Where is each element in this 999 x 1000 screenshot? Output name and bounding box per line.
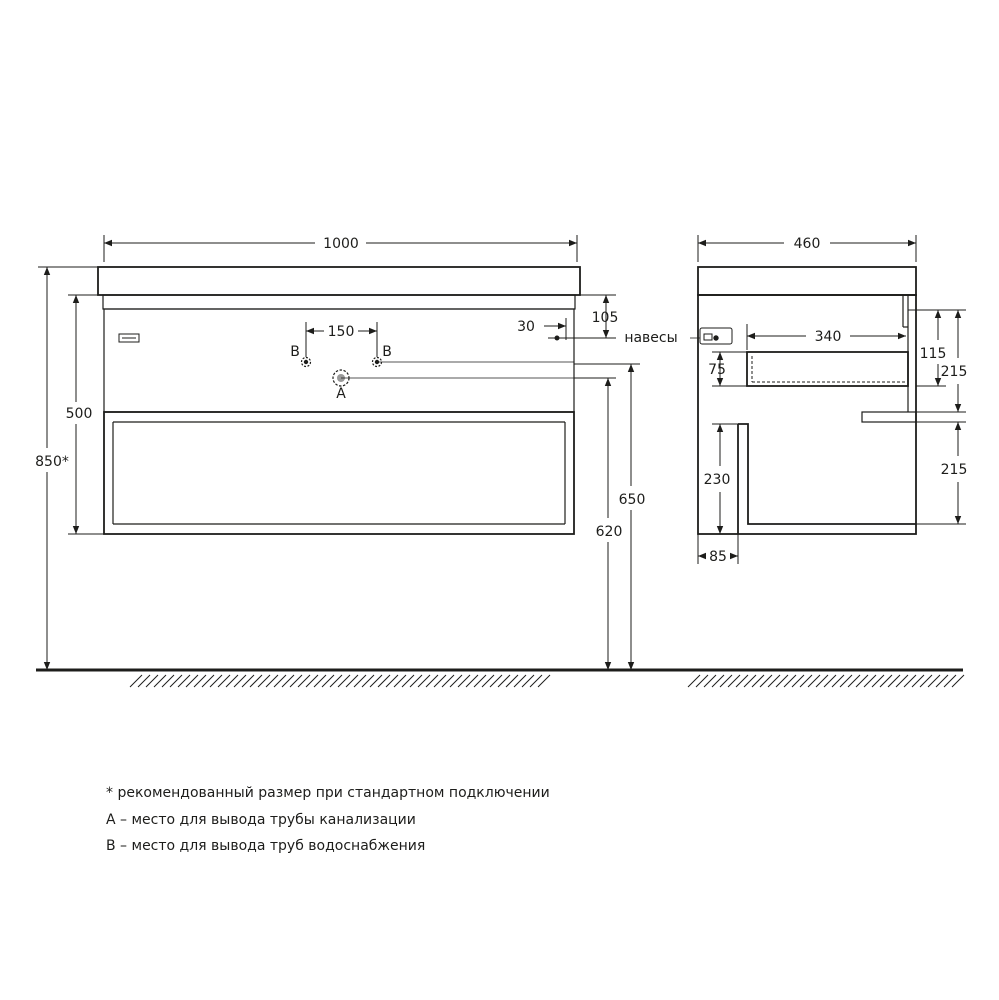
dim-width-total: 1000 — [323, 236, 359, 252]
floor — [36, 670, 964, 687]
side-cabinet — [698, 295, 916, 534]
side-countertop — [698, 267, 916, 295]
side-inner-drawer — [747, 352, 908, 386]
dim-inner-shelf-depth: 340 — [814, 329, 842, 345]
label-water-right: B — [382, 344, 392, 360]
front-lower-frame — [104, 412, 574, 534]
label-hangers: навесы — [624, 330, 678, 346]
water-outlet-left-icon — [302, 358, 311, 367]
dim-pipe-spacing: 150 — [327, 324, 355, 340]
note-water: В – место для вывода труб водоснабжения — [106, 838, 426, 854]
side-view — [698, 267, 916, 534]
dim-floor-to-hangers: 650 — [618, 492, 646, 508]
dimension-lines — [38, 235, 966, 670]
dim-height-total: 850* — [35, 454, 69, 470]
dim-drawer-offset: 85 — [709, 549, 727, 565]
dim-cabinet-height: 500 — [65, 406, 93, 422]
dim-floor-to-cabinet: 620 — [595, 524, 623, 540]
dim-side-upper: 215 — [940, 364, 968, 380]
dimension-labels — [35, 236, 967, 565]
dim-hanger-from-top: 105 — [591, 310, 619, 326]
hanger-marker-front-icon — [548, 336, 566, 340]
logo-plate-icon — [119, 334, 139, 342]
dim-top-offset: 115 — [919, 346, 947, 362]
hanger-bracket-icon — [700, 328, 732, 344]
notes — [106, 780, 550, 860]
dim-side-lower: 215 — [940, 462, 968, 478]
note-recommended: * рекомендованный размер при стандартном подключении — [106, 785, 550, 801]
label-drain: A — [336, 386, 346, 402]
note-drain: А – место для вывода трубы канализации — [106, 811, 416, 828]
dim-drawer-height: 230 — [703, 472, 731, 488]
dim-depth-total: 460 — [793, 236, 821, 252]
front-countertop — [98, 267, 580, 295]
label-water-left: B — [290, 344, 300, 360]
dim-hanger-from-side: 30 — [517, 319, 535, 335]
dim-inner-shelf-height: 75 — [708, 362, 726, 378]
